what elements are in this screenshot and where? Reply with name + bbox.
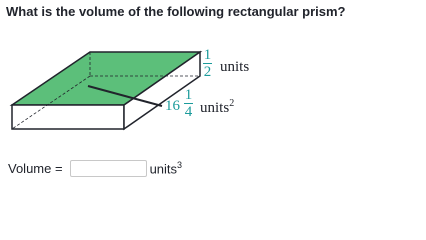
height-unit: units	[220, 59, 250, 75]
area-whole: 16	[165, 98, 180, 114]
area-fraction	[184, 88, 193, 119]
area-unit-exponent: 2	[229, 98, 235, 109]
prism-front-face	[12, 105, 124, 129]
answer-unit-text: units	[149, 161, 178, 177]
area-numerator: 1	[184, 87, 193, 103]
answer-row	[8, 160, 182, 177]
volume-label: Volume =	[8, 161, 63, 176]
answer-unit	[150, 160, 182, 176]
area-unit-text: units	[200, 100, 230, 116]
area-unit	[200, 98, 234, 117]
area-denominator: 4	[184, 104, 193, 120]
height-denominator: 2	[203, 64, 212, 80]
height-fraction	[203, 48, 212, 79]
volume-answer-input[interactable]	[70, 160, 147, 177]
question-text: What is the volume of the following rectangular prism?	[6, 4, 346, 19]
answer-unit-exponent: 3	[177, 160, 183, 171]
height-numerator: 1	[203, 47, 212, 63]
